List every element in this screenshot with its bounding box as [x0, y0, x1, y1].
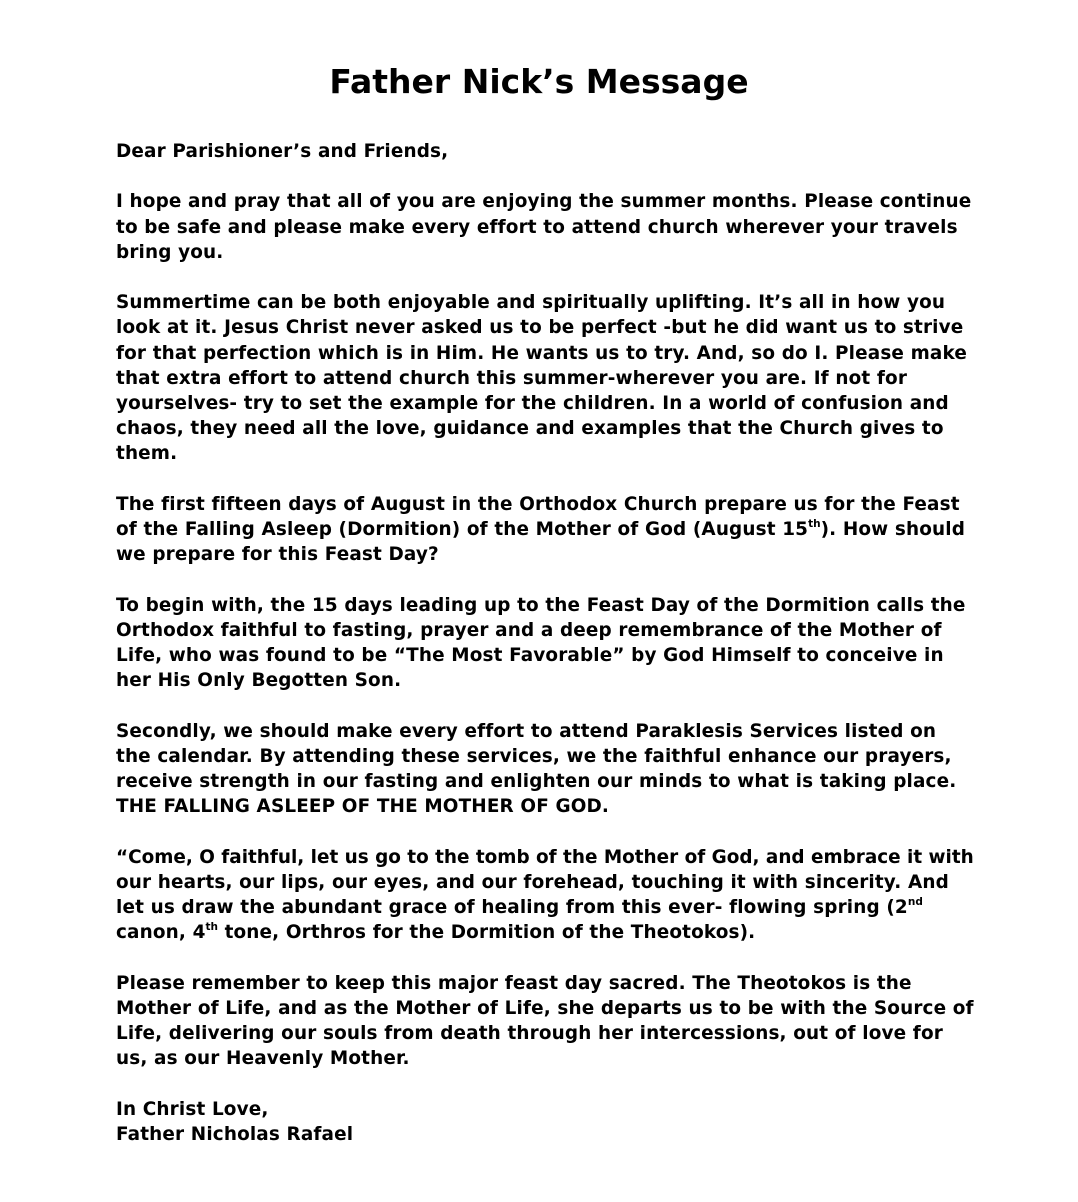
- text-line: Please remember to keep this major feast day sacred. The Theotokos is the: [116, 972, 912, 994]
- superscript: nd: [907, 896, 923, 909]
- superscript: th: [205, 921, 219, 934]
- greeting: [116, 139, 976, 164]
- text-line: To begin with, the 15 days leading up to the Feast Day of the Dormition calls the: [116, 594, 966, 616]
- text-line: bring you.: [116, 241, 224, 263]
- signature: Father Nicholas Rafael: [116, 1123, 354, 1145]
- paragraph-feast-sacred: [116, 971, 976, 1072]
- text-line: Summertime can be both enjoyable and spiritually uplifting. It’s all in how you: [116, 292, 946, 314]
- text-fragment: let us draw the abundant grace of healing from this ever- flowing spring (2: [116, 897, 908, 918]
- text-line: us, as our Heavenly Mother.: [116, 1048, 410, 1070]
- text-fragment: of the Falling Asleep (Dormition) of the Mother of God (August 15: [116, 519, 809, 540]
- text-line: chaos, they need all the love, guidance and examples that the Church gives to: [116, 418, 944, 440]
- text-line: “Come, O faithful, let us go to the tomb of the Mother of God, and embrace it with: [116, 846, 974, 868]
- text-line: Secondly, we should make every effort to attend Paraklesis Services listed on: [116, 720, 937, 742]
- text-line: them.: [116, 443, 178, 465]
- text-line: we prepare for this Feast Day?: [116, 544, 439, 566]
- text-line: the calendar. By attending these services, we the faithful enhance our prayers,: [116, 745, 952, 767]
- text-line: yourselves- try to set the example for the children. In a world of confusion and: [116, 393, 949, 414]
- paragraph-fasting-prayer: [116, 593, 976, 694]
- text-line: [116, 895, 976, 920]
- text-line: for that perfection which is in Him. He wants us to try. And, so do I. Please make: [116, 342, 967, 364]
- paragraph-hymn-quote: [116, 845, 976, 946]
- closing-block: [116, 1097, 976, 1147]
- text-line: [116, 517, 976, 542]
- text-line: THE FALLING ASLEEP OF THE MOTHER OF GOD.: [116, 796, 610, 818]
- greeting-line: Dear Parishioner’s and Friends,: [116, 141, 449, 162]
- text-line: look at it. Jesus Christ never asked us to be perfect -but he did want us to strive: [116, 317, 964, 339]
- paragraph-paraklesis: [116, 719, 976, 820]
- text-line: her His Only Begotten Son.: [116, 670, 402, 692]
- text-line: The first fifteen days of August in the Orthodox Church prepare us for the Feast: [116, 493, 960, 515]
- text-line: to be safe and please make every effort to attend church wherever your travels: [116, 216, 958, 238]
- text-fragment: tone, Orthros for the Dormition of the Theotokos).: [218, 922, 756, 944]
- paragraph-august-fast: [116, 492, 976, 568]
- text-line: that extra effort to attend church this summer-wherever you are. If not for: [116, 367, 908, 389]
- closing: In Christ Love,: [116, 1098, 269, 1120]
- superscript: th: [808, 518, 821, 531]
- text-line: I hope and pray that all of you are enjoying the summer months. Please continue: [116, 191, 972, 213]
- message-body: [116, 139, 976, 1147]
- paragraph-summertime: [116, 290, 976, 466]
- page-title: Father Nick’s Message: [329, 62, 749, 101]
- text-line: receive strength in our fasting and enlighten our minds to what is taking place.: [116, 771, 957, 792]
- paragraph-summer-greeting: [116, 189, 976, 265]
- text-line: Life, delivering our souls from death through her intercessions, out of love for: [116, 1023, 943, 1044]
- text-fragment: ). How should: [820, 519, 966, 540]
- text-line: Mother of Life, and as the Mother of Life, she departs us to be with the Source of: [116, 997, 974, 1019]
- text-fragment: canon, 4: [116, 922, 206, 944]
- text-line: [116, 920, 976, 945]
- text-line: Orthodox faithful to fasting, prayer and a deep remembrance of the Mother of: [116, 619, 942, 641]
- text-line: our hearts, our lips, our eyes, and our forehead, touching it with sincerity. And: [116, 871, 949, 893]
- text-line: Life, who was found to be “The Most Favorable” by God Himself to conceive in: [116, 645, 944, 666]
